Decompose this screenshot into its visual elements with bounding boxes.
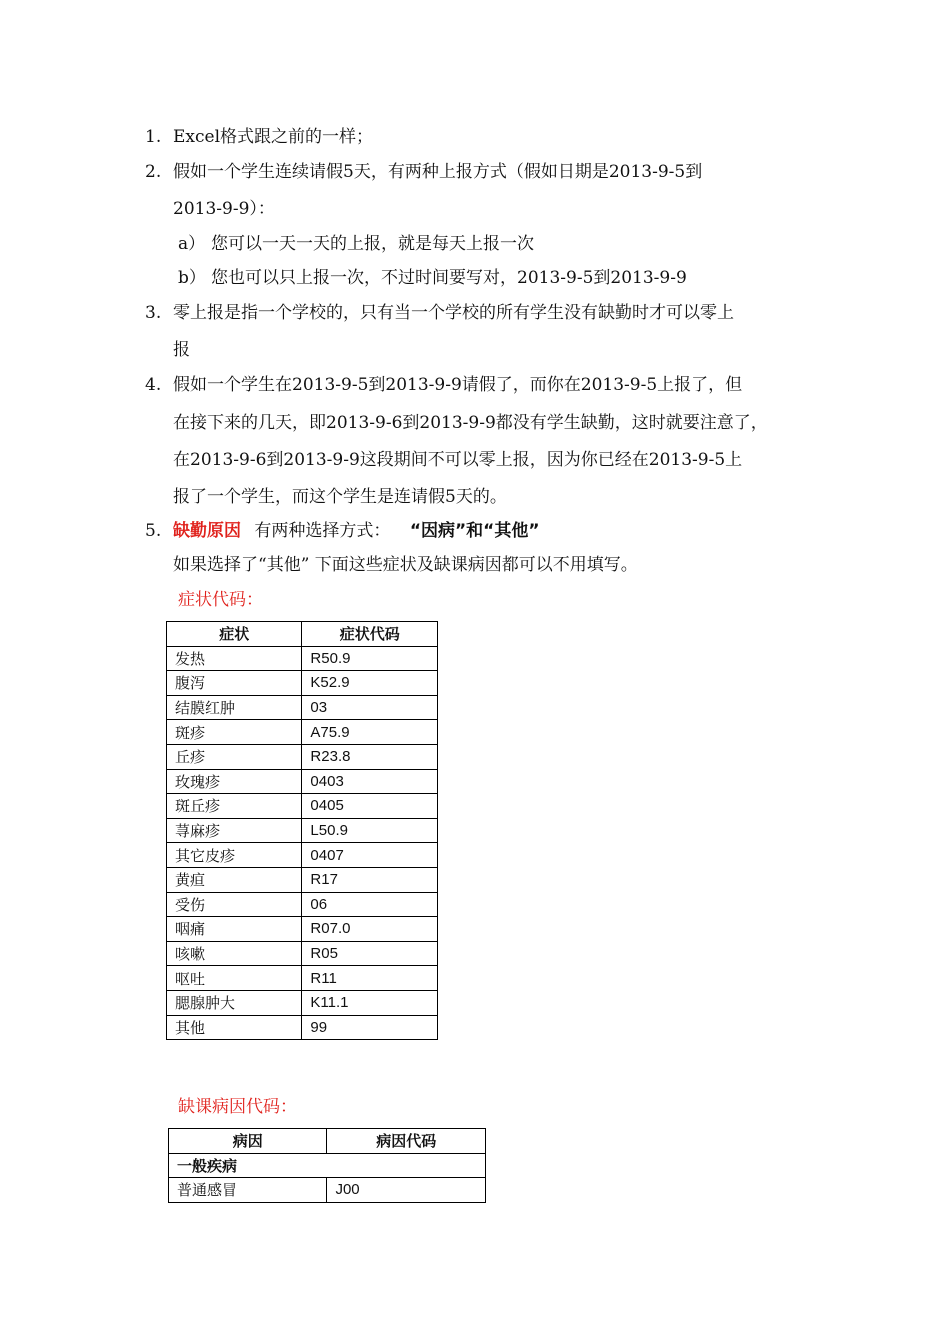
item-2-number: 2. — [145, 162, 162, 182]
item-5-number: 5. — [145, 521, 162, 541]
table-header-row — [169, 1129, 486, 1154]
symptom-name-cell: 腹泻 — [167, 671, 302, 696]
symptom-code-table — [166, 621, 438, 1040]
table-row — [167, 794, 438, 819]
item-4-text-line-3: 在2013-9-6到2013-9-9这段期间不可以零上报，因为你已经在2013-9-5上 — [173, 450, 743, 470]
table-header-row — [167, 622, 438, 647]
symptom-code-cell: 03 — [302, 695, 438, 720]
item-4-text-line-2: 在接下来的几天，即2013-9-6到2013-9-9都没有学生缺勤，这时就要注意了， — [173, 413, 768, 433]
table-row — [167, 990, 438, 1015]
symptom-name-cell: 腮腺肿大 — [167, 990, 302, 1015]
symptom-code-cell: R50.9 — [302, 646, 438, 671]
symptom-name-cell: 咽痛 — [167, 917, 302, 942]
item-3-number: 3. — [145, 303, 162, 323]
symptom-code-cell: A75.9 — [302, 720, 438, 745]
absence-reason-options: “因病”和“其他” — [409, 521, 540, 541]
item-4-text-line-4: 报了一个学生，而这个学生是连请假5天的。 — [173, 487, 507, 507]
table-row — [167, 941, 438, 966]
symptom-code-cell: K11.1 — [302, 990, 438, 1015]
symptom-code-header: 症状代码 — [302, 622, 438, 647]
cause-code-title: 缺课病因代码： — [178, 1097, 297, 1117]
symptom-name-cell: 咳嗽 — [167, 941, 302, 966]
symptom-code-cell: 06 — [302, 892, 438, 917]
cause-code-header: 病因代码 — [327, 1129, 486, 1154]
symptom-name-cell: 斑疹 — [167, 720, 302, 745]
symptom-name-cell: 其他 — [167, 1015, 302, 1040]
symptom-code-cell: 0407 — [302, 843, 438, 868]
symptom-code-cell: R11 — [302, 966, 438, 991]
symptom-name-cell: 丘疹 — [167, 744, 302, 769]
table-row — [167, 744, 438, 769]
table-row — [167, 720, 438, 745]
symptom-code-cell: 99 — [302, 1015, 438, 1040]
symptom-code-title: 症状代码： — [178, 590, 263, 610]
table-row — [167, 671, 438, 696]
table-row — [167, 892, 438, 917]
cause-name-cell: 普通感冒 — [169, 1178, 327, 1203]
sub-b-text: 您也可以只上报一次，不过时间要写对，2013-9-5到2013-9-9 — [211, 268, 687, 288]
symptom-name-cell: 黄疸 — [167, 867, 302, 892]
absence-reason-desc: 有两种选择方式： — [254, 521, 391, 541]
table-row — [167, 1015, 438, 1040]
symptom-code-cell: 0403 — [302, 769, 438, 794]
sub-b-mark: b） — [178, 268, 206, 288]
symptom-header: 症状 — [167, 622, 302, 647]
symptom-name-cell: 其它皮疹 — [167, 843, 302, 868]
table-row — [167, 966, 438, 991]
table-row — [169, 1178, 486, 1203]
symptom-code-cell: R17 — [302, 867, 438, 892]
table-row — [167, 917, 438, 942]
item-2-text-line-1: 假如一个学生连续请假5天，有两种上报方式（假如日期是2013-9-5到 — [173, 162, 703, 182]
cause-code-cell: J00 — [327, 1178, 486, 1203]
sub-a-mark: a） — [178, 234, 206, 254]
item-3-text-line-2: 报 — [173, 340, 190, 360]
item-3-text-line-1: 零上报是指一个学校的，只有当一个学校的所有学生没有缺勤时才可以零上 — [173, 303, 734, 323]
symptom-code-cell: K52.9 — [302, 671, 438, 696]
symptom-code-cell: R23.8 — [302, 744, 438, 769]
symptom-name-cell: 斑丘疹 — [167, 794, 302, 819]
table-row — [167, 695, 438, 720]
item-2-text-line-2: 2013-9-9）： — [173, 199, 275, 219]
item-4-text-line-1: 假如一个学生在2013-9-5到2013-9-9请假了，而你在2013-9-5上报了，但 — [173, 375, 743, 395]
cause-group-label: 一般疾病 — [169, 1153, 486, 1178]
absence-reason-label: 缺勤原因 — [173, 521, 241, 541]
item-1-text: Excel格式跟之前的一样； — [173, 127, 374, 147]
table-row — [167, 769, 438, 794]
symptom-name-cell: 荨麻疹 — [167, 818, 302, 843]
symptom-code-cell: R05 — [302, 941, 438, 966]
symptom-code-cell: L50.9 — [302, 818, 438, 843]
symptom-name-cell: 玫瑰疹 — [167, 769, 302, 794]
item-5-text-line-2: 如果选择了“其他” 下面这些症状及缺课病因都可以不用填写。 — [173, 555, 638, 575]
item-1-number: 1. — [145, 127, 162, 147]
table-group-row — [169, 1153, 486, 1178]
table-row — [167, 867, 438, 892]
symptom-name-cell: 受伤 — [167, 892, 302, 917]
item-4-number: 4. — [145, 375, 162, 395]
table-row — [167, 818, 438, 843]
symptom-code-cell: 0405 — [302, 794, 438, 819]
symptom-name-cell: 结膜红肿 — [167, 695, 302, 720]
table-row — [167, 646, 438, 671]
symptom-code-cell: R07.0 — [302, 917, 438, 942]
symptom-name-cell: 发热 — [167, 646, 302, 671]
sub-a-text: 您可以一天一天的上报，就是每天上报一次 — [211, 234, 534, 254]
table-row — [167, 843, 438, 868]
cause-code-table — [168, 1128, 486, 1203]
cause-header: 病因 — [169, 1129, 327, 1154]
item-5-text — [173, 521, 540, 541]
symptom-name-cell: 呕吐 — [167, 966, 302, 991]
